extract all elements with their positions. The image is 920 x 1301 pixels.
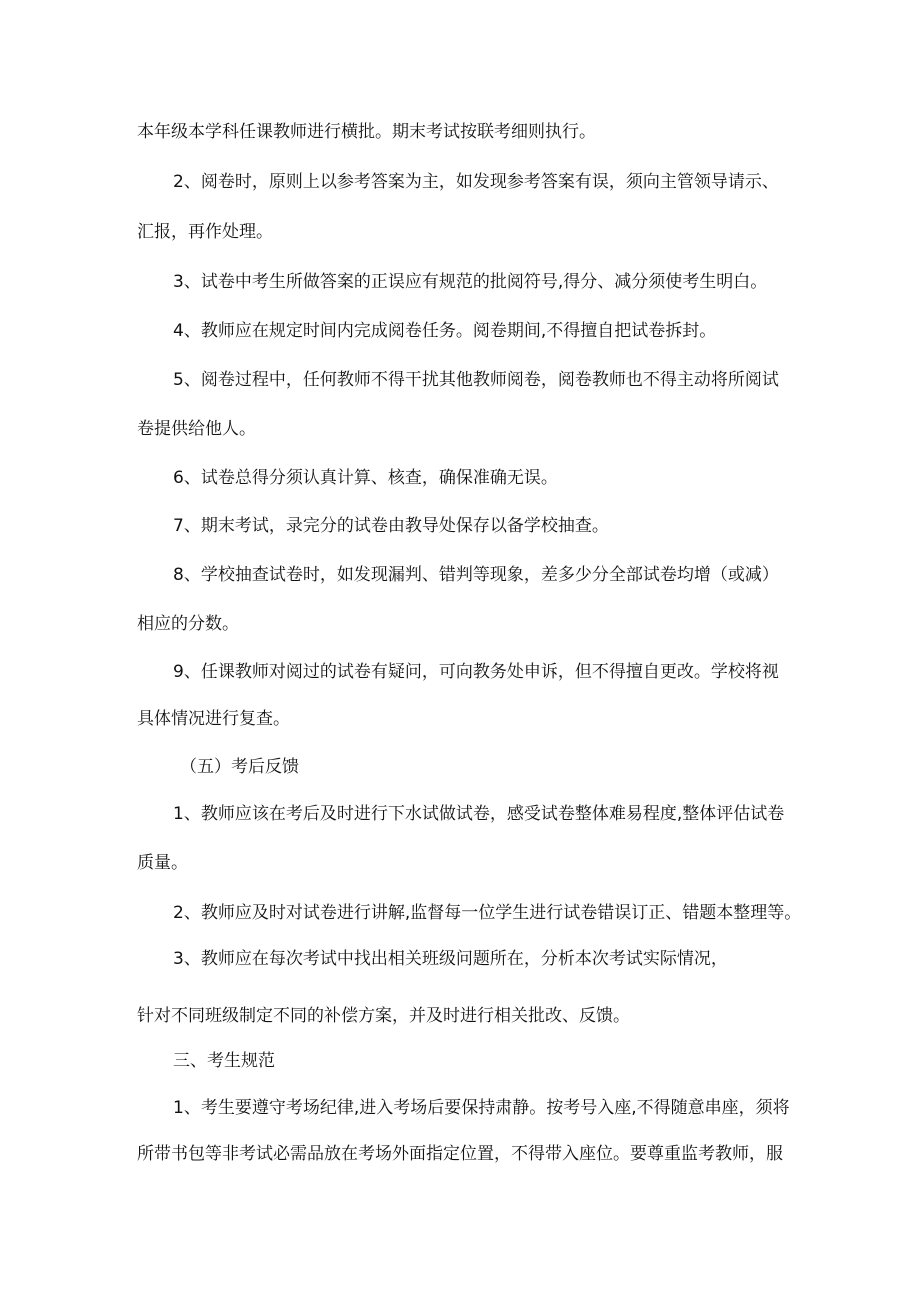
text-line: 6、试卷总得分须认真计算、核查，确保准确无误。 — [173, 468, 558, 488]
text-line: 7、期末考试，录完分的试卷由教导处保存以备学校抽查。 — [173, 516, 609, 536]
text-line: 3、教师应在每次考试中找出相关班级问题所在，分析本次考试实际情况， — [173, 949, 728, 969]
text-line: 2、教师应及时对试卷进行讲解,监督每一位学生进行试卷错误订正、错题本整理等。 — [173, 903, 802, 923]
text-line: 具体情况进行复查。 — [137, 709, 290, 729]
section-heading: 三、考生规范 — [173, 1051, 275, 1071]
text-line: 所带书包等非考试必需品放在考场外面指定位置，不得带入座位。要尊重监考教师，服 — [137, 1144, 783, 1164]
text-line: 卷提供给他人。 — [137, 419, 256, 439]
text-line: 相应的分数。 — [137, 614, 239, 634]
text-line: 汇报，再作处理。 — [137, 222, 273, 242]
section-heading: （五）考后反馈 — [180, 757, 299, 777]
text-line: 质量。 — [137, 853, 188, 873]
text-line: 针对不同班级制定不同的补偿方案，并及时进行相关批改、反馈。 — [137, 1006, 630, 1026]
text-line: 5、阅卷过程中，任何教师不得干扰其他教师阅卷，阅卷教师也不得主动将所阅试 — [173, 370, 779, 390]
text-line: 9、任课教师对阅过的试卷有疑问，可向教务处申诉，但不得擅自更改。学校将视 — [173, 662, 779, 682]
text-line: 本年级本学科任课教师进行横批。期末考试按联考细则执行。 — [137, 122, 596, 142]
text-line: 1、考生要遵守考场纪律,进入考场后要保持肃静。按考号入座,不得随意串座，须将 — [173, 1098, 790, 1118]
text-line: 1、教师应该在考后及时进行下水试做试卷，感受试卷整体难易程度,整体评估试卷 — [173, 804, 785, 824]
text-line: 2、阅卷时，原则上以参考答案为主，如发现参考答案有误，须向主管领导请示、 — [173, 172, 779, 192]
text-line: 4、教师应在规定时间内完成阅卷任务。阅卷期间,不得擅自把试卷拆封。 — [173, 321, 717, 341]
text-line: 3、试卷中考生所做答案的正误应有规范的批阅符号,得分、减分须使考生明白。 — [173, 272, 768, 292]
text-line: 8、学校抽查试卷时，如发现漏判、错判等现象，差多少分全部试卷均增（或减） — [173, 565, 779, 585]
